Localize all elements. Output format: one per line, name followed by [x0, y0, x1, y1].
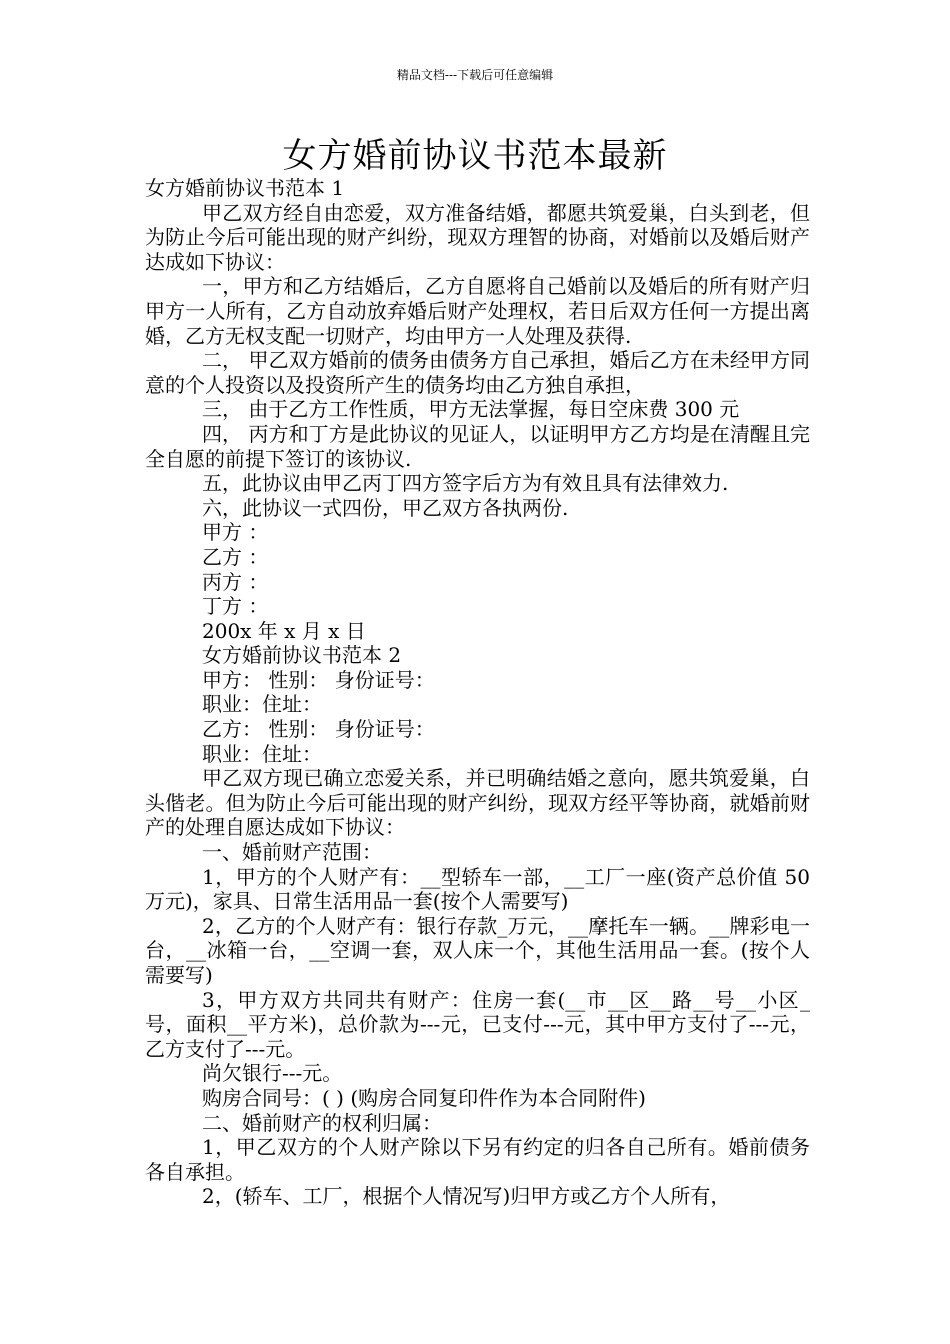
paragraph: 尚欠银行---元。 [202, 1061, 343, 1086]
paragraph: 一，甲方和乙方结婚后，乙方自愿将自己婚前以及婚后的所有财产归甲方一人所有，乙方自动放弃婚后财产处理权，若日后双方任何一方提出离婚，乙方无权支配一切财产，均由甲方一人处理及获得. [145, 274, 810, 348]
signature-line: 丙方 ： [202, 569, 269, 594]
signature-line: 丁方 ： [202, 594, 269, 619]
party-info-line: 甲方： 性别： 身份证号： [202, 667, 435, 692]
paragraph: 3，甲方双方共同共有财产：住房一套(__市__区__路__号__小区_号，面积__平方米)，总价款为---元，已支付---元，其中甲方支付了---元，乙方支付了---元。 [145, 987, 810, 1061]
party-info-line: 职业：住址： [202, 741, 322, 766]
paragraph: 六，此协议一式四份，甲乙双方各执两份. [202, 495, 569, 520]
paragraph: 五，此协议由甲乙丙丁四方签字后方为有效且具有法律效力. [202, 471, 729, 496]
party-info-line: 职业：住址： [202, 692, 322, 717]
party-info-line: 乙方： 性别： 身份证号： [202, 717, 435, 742]
signature-line: 甲方 ： [202, 520, 269, 545]
paragraph: 三， 由于乙方工作性质，甲方无法掌握，每日空床费 300 元 [202, 397, 740, 422]
signature-line: 乙方 ： [202, 544, 269, 569]
document-title: 女方婚前协议书范本最新 [282, 136, 668, 176]
section-heading: 女方婚前协议书范本 1 [145, 176, 345, 200]
paragraph: 1，甲方的个人财产有：__型轿车一部，__工厂一座(资产总价值 50 万元)，家具、日常生活用品一套(按个人需要写) [145, 864, 810, 914]
paragraph: 甲乙双方现已确立恋爱关系，并已明确结婚之意向，愿共筑爱巢，白头偕老。但为防止今后可能出现的财产纠纷，现双方经平等协商，就婚前财产的处理自愿达成如下协议： [145, 766, 810, 840]
document-body [145, 176, 810, 1209]
paragraph: 2，(轿车、工厂，根据个人情况写)归甲方或乙方个人所有， [202, 1184, 731, 1209]
paragraph: 1，甲乙双方的个人财产除以下另有约定的归各自己所有。婚前债务各自承担。 [145, 1135, 810, 1184]
paragraph: 甲乙双方经自由恋爱，双方准备结婚，都愿共筑爱巢，白头到老，但为防止今后可能出现的财产纠纷，现双方理智的协商，对婚前以及婚后财产达成如下协议： [145, 200, 810, 274]
paragraph: 2，乙方的个人财产有：银行存款_万元，__摩托车一辆。__牌彩电一台，__冰箱一台，__空调一套，双人床一个，其他生活用品一套。(按个人需要写) [145, 913, 810, 987]
paragraph: 购房合同号：( ) (购房合同复印件作为本合同附件) [202, 1085, 646, 1110]
paragraph: 二， 甲乙双方婚前的债务由债务方自己承担，婚后乙方在未经甲方同意的个人投资以及投资所产生的债务均由乙方独自承担， [145, 348, 810, 397]
subsection-heading: 一、婚前财产范围： [202, 840, 382, 865]
date-line: 200x 年 x 月 x 日 [202, 618, 366, 643]
page-header: 精品文档---下载后可任意编辑 [396, 68, 554, 82]
section-heading: 女方婚前协议书范本 2 [202, 643, 402, 668]
subsection-heading: 二、婚前财产的权利归属： [202, 1110, 442, 1135]
paragraph: 四， 丙方和丁方是此协议的见证人，以证明甲方乙方均是在清醒且完全自愿的前提下签订的该协议. [145, 421, 810, 471]
